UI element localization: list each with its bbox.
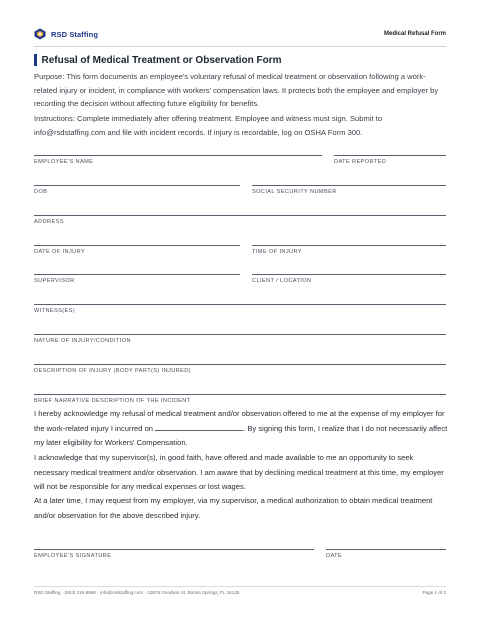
witnesses-label: WITNESS(ES) xyxy=(34,308,76,314)
page-header xyxy=(34,28,446,44)
header-divider xyxy=(34,46,446,47)
client-location-field[interactable] xyxy=(252,274,446,275)
brand-name: RSD Staffing xyxy=(51,29,99,39)
client-location-label: CLIENT / LOCATION xyxy=(252,278,312,284)
form-title xyxy=(34,54,282,66)
date-of-injury-field[interactable] xyxy=(34,245,240,246)
page-title: Refusal of Medical Treatment or Observation Form xyxy=(41,54,282,66)
employee-name-label: EMPLOYEE'S NAME xyxy=(34,159,94,165)
employee-name-field[interactable] xyxy=(34,155,322,156)
date-reported-field[interactable] xyxy=(334,155,446,156)
incident-narrative-field[interactable] xyxy=(34,394,446,395)
ssn-field[interactable] xyxy=(252,185,446,186)
acknowledgement-offer: I acknowledge that my supervisor(s), in good faith, have offered and made available to me an opportunity to seek necessary medical treatment and/or observation. I am aware that by declining medical treatment at this time, my employer will not be responsible for any medical expenses or lost wages. xyxy=(34,453,444,491)
address-label: ADDRESS xyxy=(34,219,64,225)
employee-signature-label: EMPLOYEE'S SIGNATURE xyxy=(34,553,112,559)
injury-description-field[interactable] xyxy=(34,364,446,365)
injury-date-blank[interactable] xyxy=(155,422,243,431)
footer-contact: RSD Staffing · (863) 216-8966 · info@rsdstaffing.com · 10575 Goodwin St, Bonita Springs, FL 34135 xyxy=(34,590,240,595)
supervisor-field[interactable] xyxy=(34,274,240,275)
signature-date-field[interactable] xyxy=(326,549,446,550)
instructions-text: Instructions: Complete immediately after offering treatment. Employee and witness must sign. Submit to info@rsdstaffing.com and file with incident records. If injury is recordable, log on OSHA Form 300. xyxy=(34,114,383,137)
witnesses-field[interactable] xyxy=(34,304,446,305)
ssn-label: SOCIAL SECURITY NUMBER xyxy=(252,189,337,195)
document-label: Medical Refusal Form xyxy=(383,31,446,37)
nature-of-injury-label: NATURE OF INJURY/CONDITION xyxy=(34,338,131,344)
incident-narrative-label: BRIEF NARRATIVE DESCRIPTION OF THE INCIDENT xyxy=(34,398,191,404)
supervisor-label: SUPERVISOR xyxy=(34,278,75,284)
page-number: Page 1 of 2 xyxy=(422,590,446,595)
acknowledgement-refusal xyxy=(34,407,448,451)
title-accent-bar xyxy=(34,54,37,66)
time-of-injury-field[interactable] xyxy=(252,245,446,246)
purpose-text: Purpose: This form documents an employee's voluntary refusal of medical treatment or observation following a work-related injury or incident, in compliance with workers' compensation laws. It protects both the employee and employer by recording the decision without affecting future eligibility for benefits. xyxy=(34,72,439,108)
signature-date-label: DATE xyxy=(326,553,343,559)
date-of-injury-label: DATE OF INJURY xyxy=(34,249,86,255)
employee-signature-field[interactable] xyxy=(34,549,314,550)
acknowledgement-refusal-start: I hereby acknowledge my refusal of medical treatment and/or observation offered to me at the expense of my employer for the work-related injury I incurred on xyxy=(34,409,445,433)
dob-label: DOB xyxy=(34,189,48,195)
acknowledgement-refusal-end: . By signing this form, I realize that I do not necessarily affect my later eligibility for Workers' Compensation. xyxy=(34,423,448,447)
brand-logo xyxy=(34,28,98,40)
nature-of-injury-field[interactable] xyxy=(34,334,446,335)
footer-divider xyxy=(34,586,446,587)
injury-description-label: DESCRIPTION OF INJURY (BODY PART(S) INJURED) xyxy=(34,368,191,374)
dob-field[interactable] xyxy=(34,185,240,186)
address-field[interactable] xyxy=(34,215,446,216)
date-reported-label: DATE REPORTED xyxy=(334,159,387,165)
time-of-injury-label: TIME OF INJURY xyxy=(252,249,302,255)
brand-logo-icon xyxy=(34,28,46,40)
acknowledgement-future-request: At a later time, I may request from my employer, via my supervisor, a medical authorization to obtain medical treatment and/or observation for the above described injury. xyxy=(34,496,433,520)
